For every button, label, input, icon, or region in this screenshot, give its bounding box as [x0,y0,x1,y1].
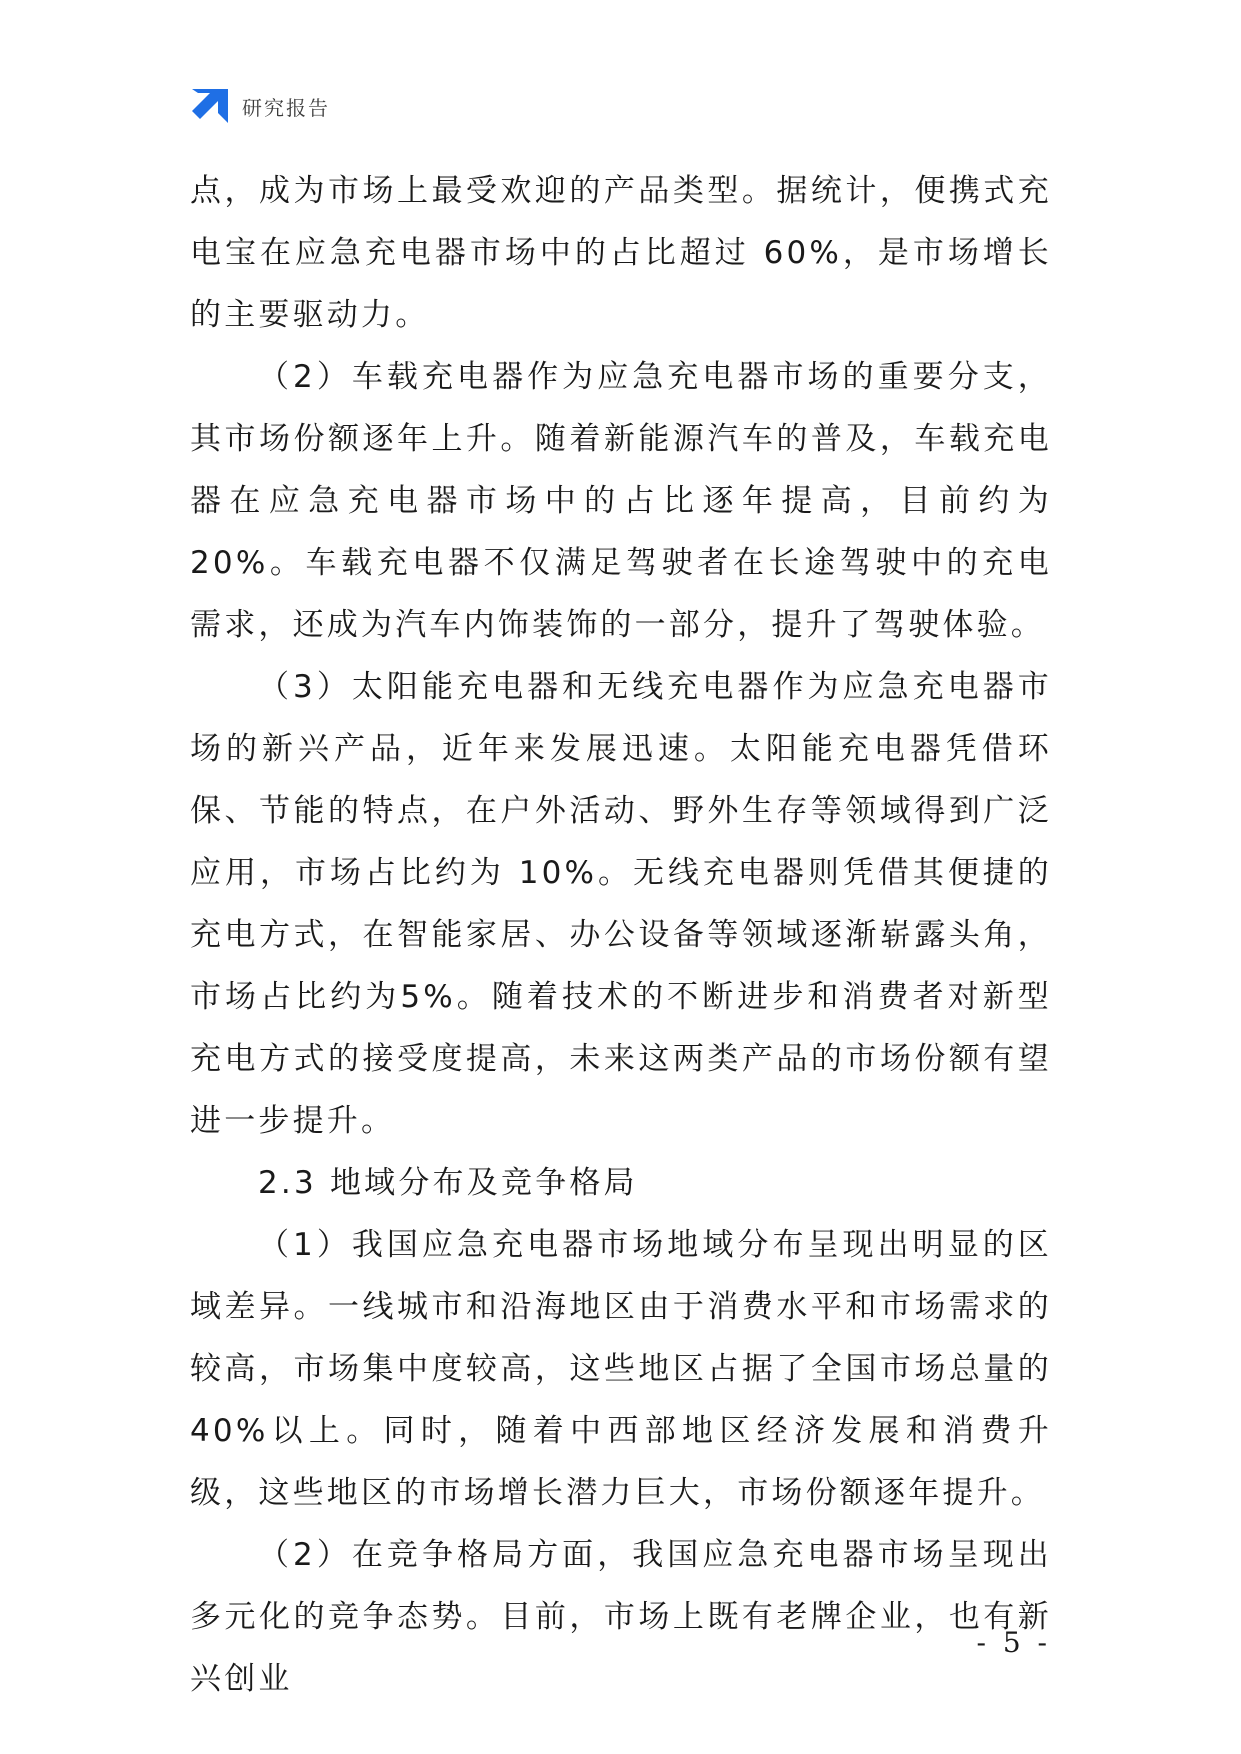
paragraph: （2）车载充电器作为应急充电器市场的重要分支，其市场份额逐年上升。随着新能源汽车的普及，车载充电器在应急充电器市场中的占比逐年提高，目前约为 20%。车载充电器不仅满足驾驶者在长途驾驶中的充电需求，还成为汽车内饰装饰的一部分，提升了驾驶体验。 [190,359,1052,643]
paragraph: （1）我国应急充电器市场地域分布呈现出明显的区域差异。一线城市和沿海地区由于消费水平和市场需求的较高，市场集中度较高，这些地区占据了全国市场总量的 40%以上。同时，随着中西部地区经济发展和消费升级，这些地区的市场增长潜力巨大，市场份额逐年提升。 [190,1227,1052,1511]
paragraph: 点，成为市场上最受欢迎的产品类型。据统计，便携式充电宝在应急充电器市场中的占比超过 60%，是市场增长的主要驱动力。 [190,173,1052,333]
page-number: - 5 - [976,1626,1051,1659]
header-title: 研究报告 [242,95,330,120]
report-body [190,160,1052,1710]
section-heading: 2.3 地域分布及竞争格局 [258,1165,638,1201]
paragraph: （3）太阳能充电器和无线充电器作为应急充电器市场的新兴产品，近年来发展迅速。太阳能充电器凭借环保、节能的特点，在户外活动、野外生存等领域得到广泛应用，市场占比约为 10%。无线充电器则凭借其便捷的充电方式，在智能家居、办公设备等领域逐渐崭露头角，市场占比约为5%。随着技术的不断进步和消费者对新型充电方式的接受度提高，未来这两类产品的市场份额有望进一步提升。 [190,669,1052,1139]
page-header [190,86,330,126]
arrow-up-right-icon [190,89,228,123]
paragraph: （2）在竞争格局方面，我国应急充电器市场呈现出多元化的竞争态势。目前，市场上既有老牌企业，也有新兴创业 [190,1537,1052,1697]
